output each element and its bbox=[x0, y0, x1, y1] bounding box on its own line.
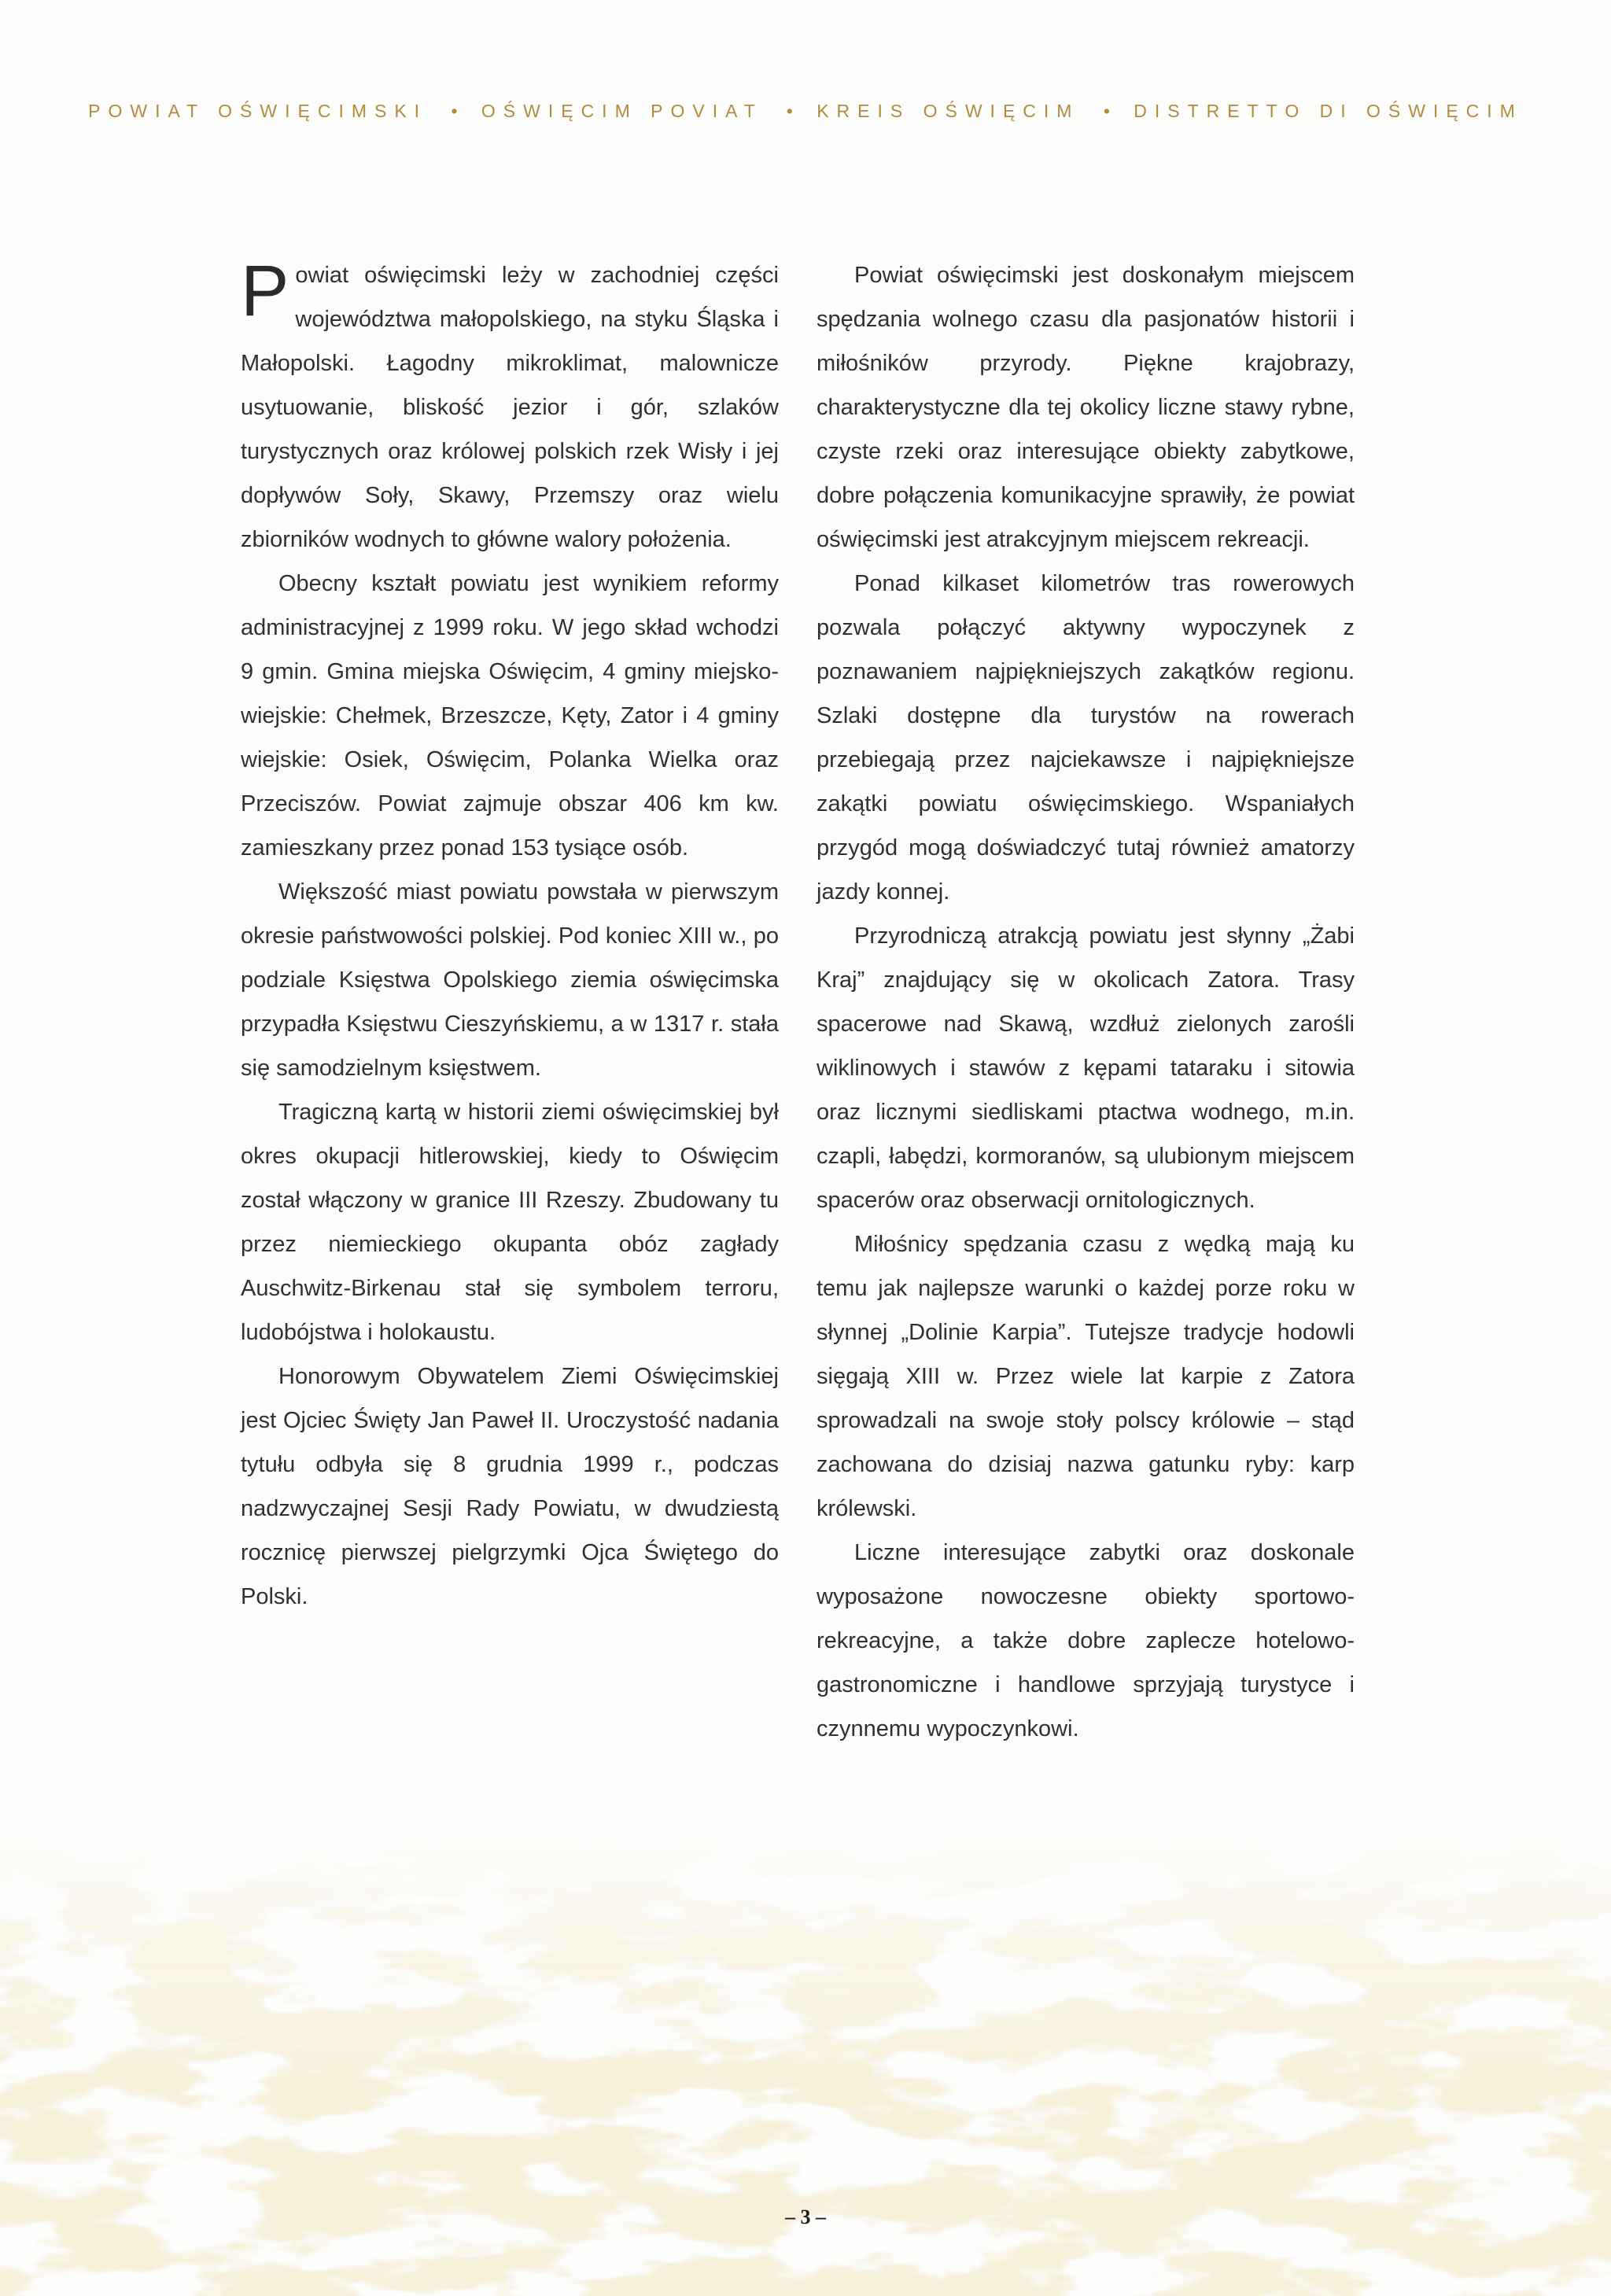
paragraph: Ponad kilkaset kilometrów tras rowerowych pozwala połączyć aktywny wypoczynek z poznawaniem najpiękniejszych zakątków regionu. Szlaki dostępne dla turystów na rowerach przebiegają przez najciekawsze i najpiękniejsze zakątki powiatu oświęcimskiego. Wspaniałych przygód mogą doświadczyć tutaj również amatorzy jazdy konnej. bbox=[817, 571, 1355, 905]
paragraph: Obecny kształt powiatu jest wynikiem reformy administracyjnej z 1999 roku. W jego skład wchodzi 9 gmin. Gmina miejska Oświęcim, 4 gminy miejsko-wiejskie: Chełmek, Brzeszcze, Kęty, Zator i 4 gminy wiejskie: Osiek, Oświęcim, Polanka Wielka oraz Przeciszów. Powiat zajmuje obszar 406 km kw. zamieszkany przez ponad 153 tysiące osób. bbox=[241, 571, 779, 861]
header-item-pl: POWIAT OŚWIĘCIMSKI bbox=[88, 101, 428, 121]
header-separator: • bbox=[786, 101, 793, 121]
header-item-de: KREIS OŚWIĘCIM bbox=[817, 101, 1080, 121]
drop-cap: P bbox=[241, 251, 289, 331]
paragraph: Tragiczną kartą w historii ziemi oświęcimskiej był okres okupacji hitlerowskiej, kiedy to Oświęcim został włączony w granice III Rzeszy. Zbudowany tu przez niemieckiego okupanta obóz zagłady Auschwitz-Birkenau stał się symbolem terroru, ludobójstwa i holokaustu. bbox=[241, 1100, 779, 1345]
running-header bbox=[0, 101, 1611, 122]
paragraph-text: owiat oświęcimski leży w zachodniej części województwa małopolskiego, na styku Śląska i Małopolski. Łagodny mikroklimat, malownicze usytuowanie, bliskość jezior i gór, szlaków turystycznych oraz królowej polskich rzek Wisły i jej dopływów Soły, Skawy, Przemszy oraz wielu zbiorników wodnych to główne walory położenia. bbox=[241, 263, 779, 552]
header-separator: • bbox=[1103, 101, 1110, 121]
right-text-column bbox=[817, 253, 1355, 1751]
header-item-it: DISTRETTO DI OŚWIĘCIM bbox=[1134, 101, 1523, 121]
paragraph: Powiat oświęcimski jest doskonałym miejscem spędzania wolnego czasu dla pasjonatów historii i miłośników przyrody. Piękne krajobrazy, charakterystyczne dla tej okolicy liczne stawy rybne, czyste rzeki oraz interesujące obiekty zabytkowe, dobre połączenia komunikacyjne sprawiły, że powiat oświęcimski jest atrakcyjnym miejscem rekreacji. bbox=[817, 263, 1355, 552]
paragraph: Przyrodniczą atrakcją powiatu jest słynny „Żabi Kraj” znajdujący się w okolicach Zatora. Trasy spacerowe nad Skawą, wzdłuż zielonych zarośli wiklinowych i stawów z kępami tataraku i sitowia oraz licznymi siedliskami ptactwa wodnego, m.in. czapli, łabędzi, kormoranów, są ulubionym miejscem spacerów oraz obserwacji ornitologicznych. bbox=[817, 923, 1355, 1213]
header-separator: • bbox=[451, 101, 458, 121]
paragraph: Miłośnicy spędzania czasu z wędką mają ku temu jak najlepsze warunki o każdej porze roku w słynnej „Dolinie Karpia”. Tutejsze tradycje hodowli sięgają XIII w. Przez wiele lat karpie z Zatora sprowadzali na swoje stoły polscy królowie – stąd zachowana do dzisiaj nazwa gatunku ryby: karp królewski. bbox=[817, 1232, 1355, 1521]
paragraph: Większość miast powiatu powstała w pierwszym okresie państwowości polskiej. Pod koniec XIII w., po podziale Księstwa Opolskiego ziemia oświęcimska przypadła Księstwu Cieszyńskiemu, a w 1317 r. stała się samodzielnym księstwem. bbox=[241, 879, 779, 1081]
left-text-column bbox=[241, 253, 779, 1619]
page-number: – 3 – bbox=[785, 2206, 826, 2228]
paragraph: Honorowym Obywatelem Ziemi Oświęcimskiej jest Ojciec Święty Jan Paweł II. Uroczystość nadania tytułu odbyła się 8 grudnia 1999 r., podczas nadzwyczajnej Sesji Rady Powiatu, w dwudziestą rocznicę pierwszej pielgrzymki Ojca Świętego do Polski. bbox=[241, 1364, 779, 1609]
paragraph: Liczne interesujące zabytki oraz doskonale wyposażone nowoczesne obiekty sportowo-rekreacyjne, a także dobre zaplecze hotelowo-gastronomiczne i handlowe sprzyjają turystyce i czynnemu wypoczynkowi. bbox=[817, 1540, 1355, 1741]
header-item-en: OŚWIĘCIM POVIAT bbox=[481, 101, 763, 121]
paragraph bbox=[241, 253, 779, 562]
